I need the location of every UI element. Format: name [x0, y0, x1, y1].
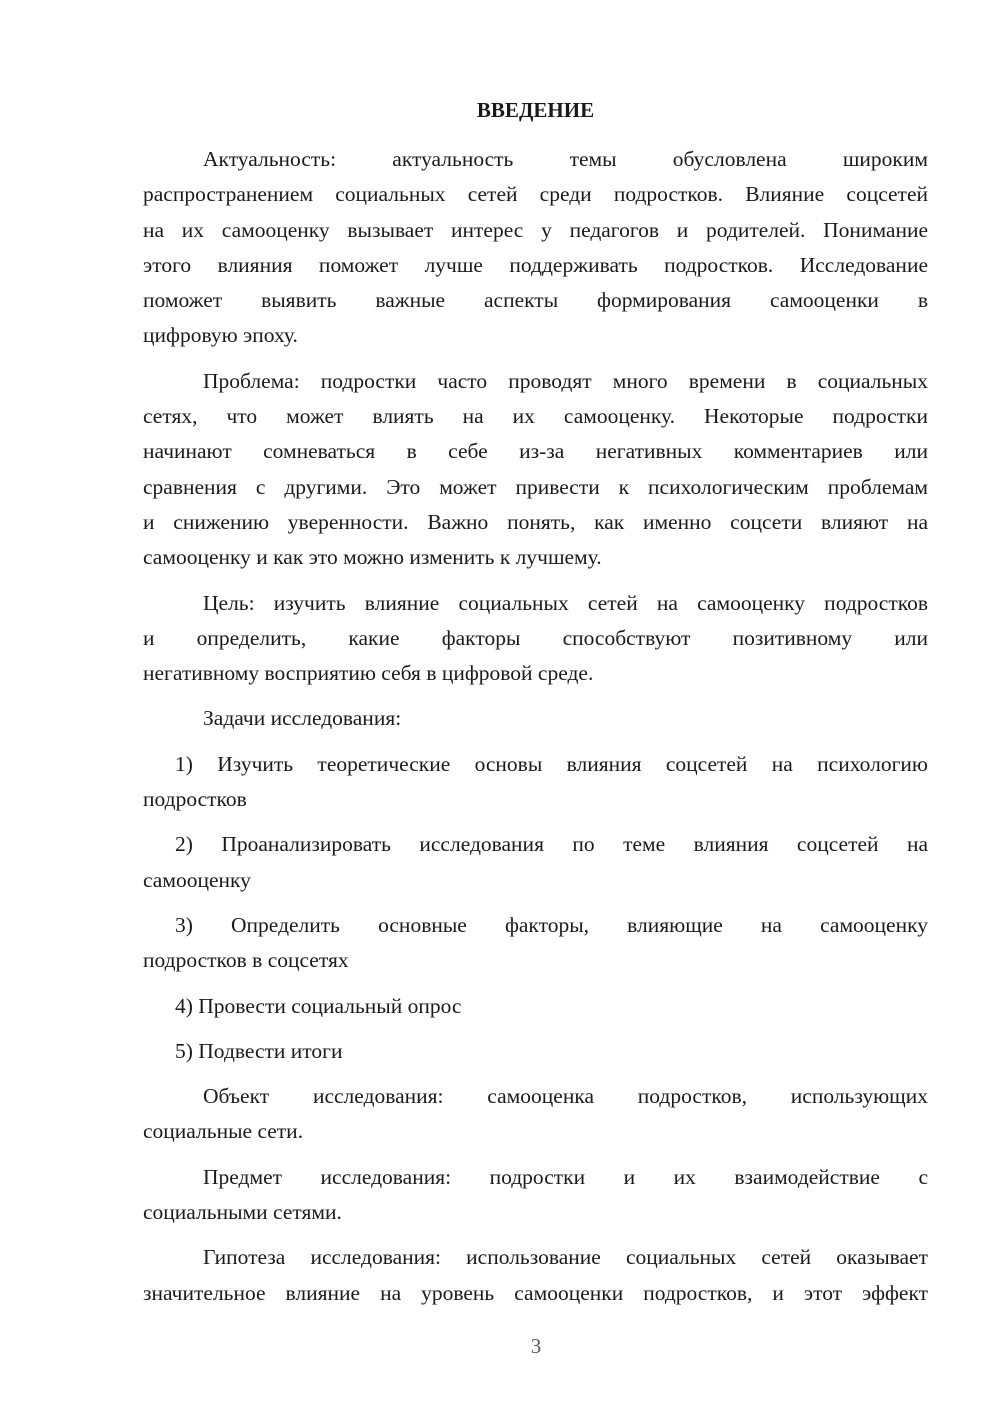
- text-line: значительное влияние на уровень самооценки подростков, и этот эффект: [143, 1280, 928, 1305]
- paragraph: [143, 701, 928, 736]
- text-line: социальные сети.: [143, 1119, 304, 1144]
- text-line: 4) Провести социальный опрос: [175, 993, 462, 1018]
- text-line: 2) Проанализировать исследования по теме влияния соцсетей на: [175, 832, 928, 857]
- text-line: и определить, какие факторы способствуют позитивному или: [143, 625, 928, 650]
- text-line: Предмет исследования: подростки и их взаимодействие с: [203, 1164, 928, 1189]
- text-line: самооценку и как это можно изменить к лучшему.: [143, 545, 602, 570]
- text-line: Актуальность: актуальность темы обусловлена широким: [203, 147, 928, 171]
- text-line: на их самооценку вызывает интерес у педагогов и родителей. Понимание: [143, 217, 928, 242]
- text-line: Задачи исследования:: [203, 706, 402, 731]
- text-line: поможет выявить важные аспекты формирования самооценки в: [143, 288, 928, 313]
- section-title: ВВЕДЕНИЕ: [476, 98, 595, 122]
- paragraph: [143, 1160, 928, 1231]
- text-line: подростков в соцсетях: [143, 948, 349, 973]
- text-line: 3) Определить основные факторы, влияющие на самооценку: [175, 912, 928, 937]
- text-line: 5) Подвести итоги: [175, 1038, 343, 1063]
- text-line: цифровую эпоху.: [143, 323, 298, 348]
- text-line: начинают сомневаться в себе из-за негативных комментариев или: [143, 439, 928, 464]
- text-line: Проблема: подростки часто проводят много времени в социальных: [203, 368, 928, 393]
- text-line: этого влияния поможет лучше поддерживать подростков. Исследование: [143, 252, 928, 277]
- list-item: [143, 747, 928, 818]
- paragraph: [143, 1079, 928, 1150]
- text-line: самооценку: [143, 867, 251, 892]
- text-line: сетях, что может влиять на их самооценку. Некоторые подростки: [143, 404, 928, 429]
- text-line: 1) Изучить теоретические основы влияния соцсетей на психологию: [175, 751, 928, 776]
- list-item: [143, 908, 928, 979]
- paragraph: [143, 142, 928, 354]
- page-number: 3: [530, 1334, 542, 1358]
- text-line: негативному восприятию себя в цифровой среде.: [143, 661, 594, 686]
- text-line: Цель: изучить влияние социальных сетей на самооценку подростков: [203, 590, 928, 615]
- list-item: [143, 827, 928, 898]
- text-line: Объект исследования: самооценка подростков, использующих: [203, 1084, 928, 1109]
- list-item: [143, 1034, 928, 1069]
- text-line: Гипотеза исследования: использование социальных сетей оказывает: [203, 1245, 928, 1270]
- text-line: социальными сетями.: [143, 1200, 342, 1225]
- paragraph: [143, 364, 928, 576]
- text-line: распространением социальных сетей среди подростков. Влияние соцсетей: [143, 182, 928, 207]
- paragraph: [143, 586, 928, 692]
- text-line: и снижению уверенности. Важно понять, как именно соцсети влияют на: [143, 509, 928, 534]
- document-body: [143, 142, 928, 1321]
- list-item: [143, 989, 928, 1024]
- paragraph: [143, 1240, 928, 1311]
- text-line: сравнения с другими. Это может привести к психологическим проблемам: [143, 474, 928, 499]
- text-line: подростков: [143, 787, 247, 812]
